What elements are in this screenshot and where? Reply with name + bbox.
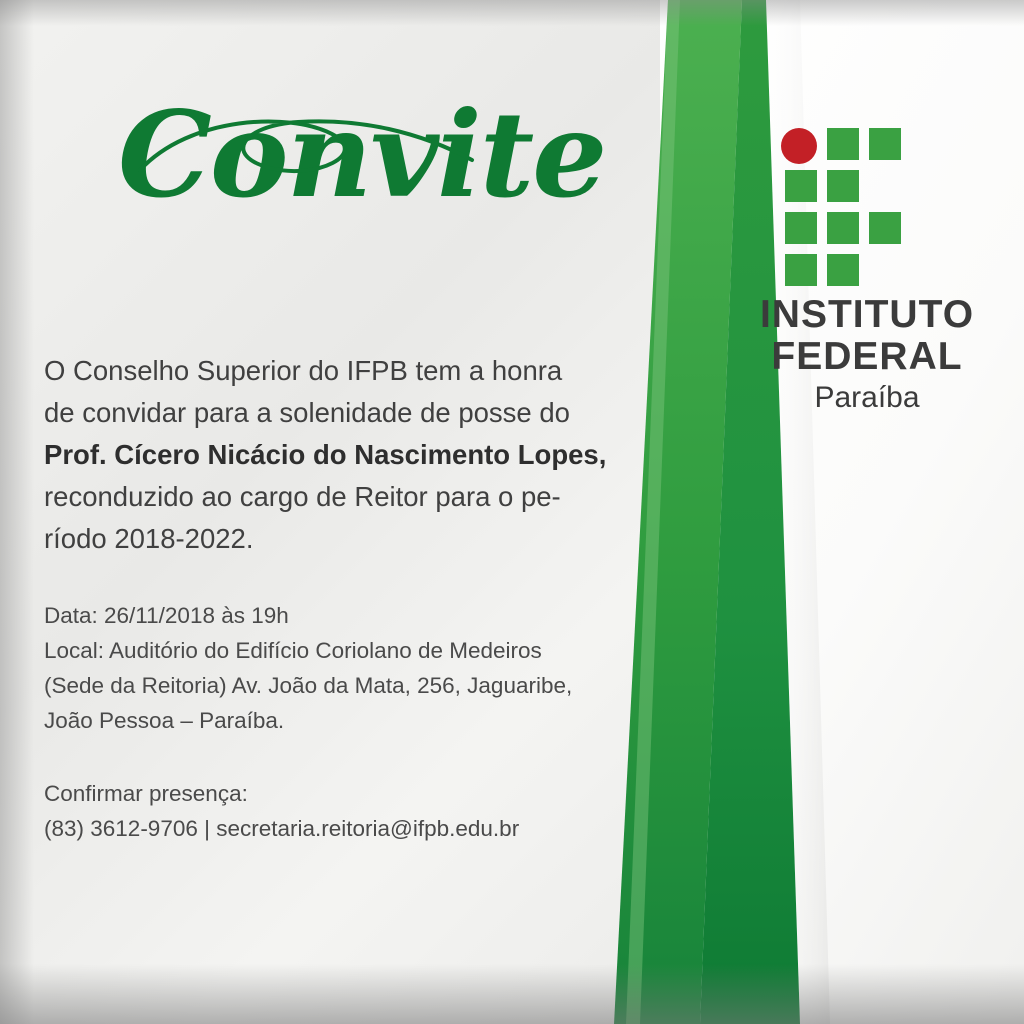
honoree-name: Prof. Cícero Nicácio do Nascimento Lopes,: [44, 439, 607, 470]
logo-line-federal: FEDERAL: [771, 335, 963, 378]
paragraph-line: de convidar para a solenidade de posse do: [44, 397, 570, 428]
logo-square: [785, 212, 817, 244]
spacer: [44, 738, 644, 776]
logo-square: [785, 170, 817, 202]
logo-square: [827, 170, 859, 202]
paragraph-line: ríodo 2018-2022.: [44, 523, 254, 554]
logo-square: [869, 212, 901, 244]
logo-square: [869, 128, 901, 160]
logo-square: [785, 254, 817, 286]
logo-square: [827, 128, 859, 160]
paragraph-line: O Conselho Superior do IFPB tem a honra: [44, 355, 563, 386]
logo-square: [827, 254, 859, 286]
rsvp-block: [44, 776, 644, 846]
rsvp-contact[interactable]: (83) 3612-9706 | secretaria.reitoria@ifpb.edu.br: [44, 816, 520, 841]
detail-line-address: (Sede da Reitoria) Av. João da Mata, 256, Jaguaribe,: [44, 673, 573, 698]
page-title: Convite: [118, 85, 606, 224]
detail-line-city: João Pessoa – Paraíba.: [44, 708, 285, 733]
invitation-paragraph: [44, 350, 644, 560]
spacer: [44, 560, 644, 598]
logo-line-paraiba: Paraíba: [814, 381, 920, 414]
logo-square: [827, 212, 859, 244]
paragraph-line: reconduzido ao cargo de Reitor para o pe-: [44, 481, 561, 512]
ifpb-logo: [742, 128, 992, 418]
invitation-body: [44, 350, 644, 846]
detail-line-venue: Local: Auditório do Edifício Coriolano de Medeiros: [44, 638, 542, 663]
event-details: [44, 598, 644, 738]
rsvp-label: Confirmar presença:: [44, 781, 248, 806]
ifpb-logo-mark-icon: [781, 128, 953, 276]
logo-line-instituto: INSTITUTO: [759, 293, 975, 336]
detail-line-date: Data: 26/11/2018 às 19h: [44, 603, 289, 628]
logo-red-dot: [781, 128, 817, 164]
